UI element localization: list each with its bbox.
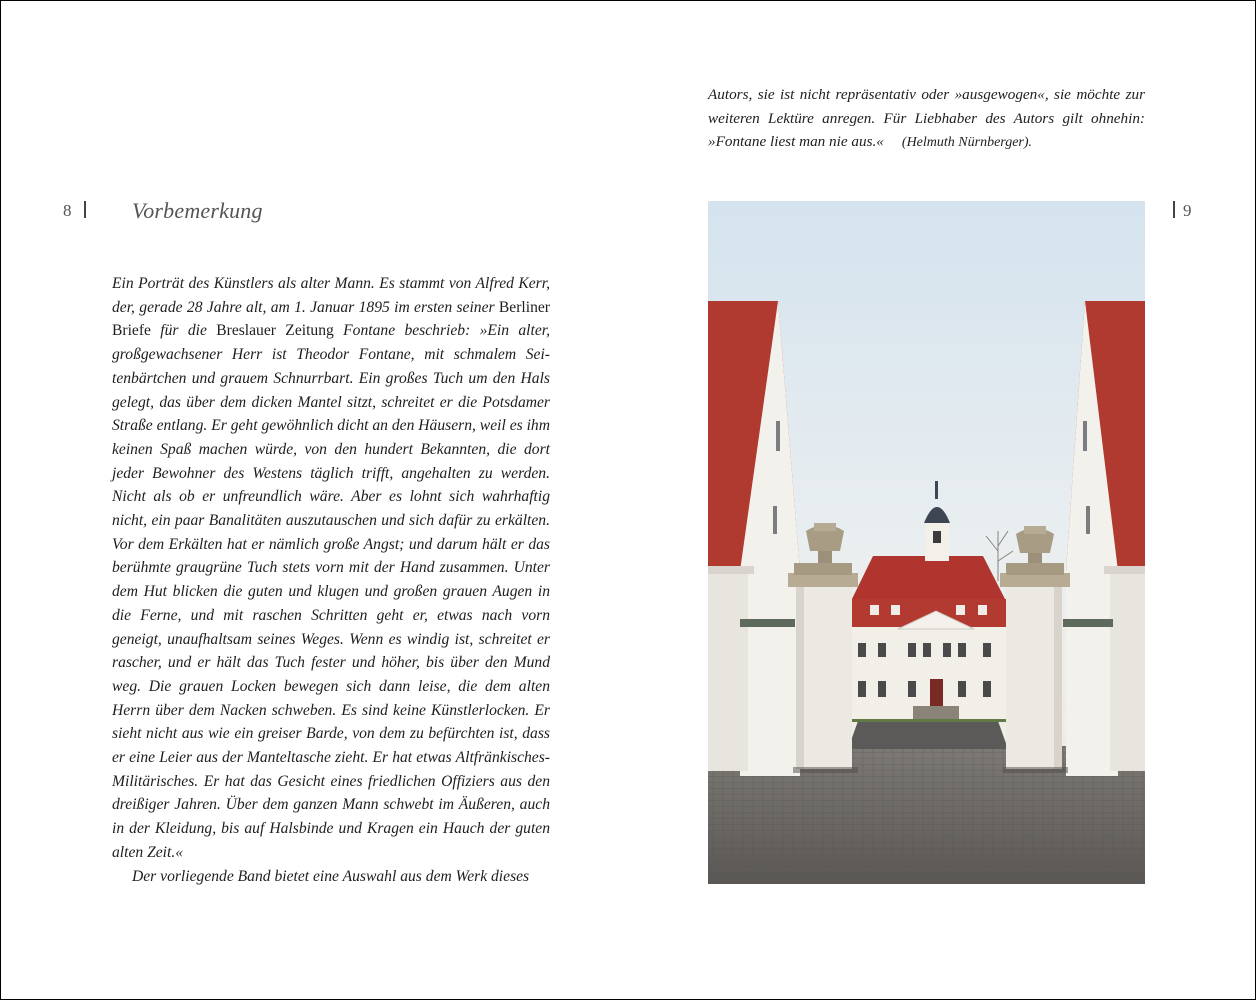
work-title-berliner-briefe: Berliner Briefe bbox=[112, 298, 550, 340]
continuation-quote: Autors, sie ist nicht repräsentativ oder »ausgewogen«, sie möchte zur weiteren Lektüre anregen. Für Liebhaber des Autors gilt ohnehin: »Fontane liest man nie aus.« bbox=[708, 86, 1145, 151]
paragraph-2: Der vorliegende Band bietet eine Auswahl aus dem Werk dieses bbox=[132, 867, 530, 885]
manor-house-photo bbox=[708, 201, 1145, 884]
paragraph-1 bbox=[112, 272, 550, 865]
page-number-right: 9 bbox=[1183, 201, 1192, 220]
manor-house-photo-icon bbox=[708, 201, 1145, 884]
work-title-breslauer-zeitung: Breslauer Zeitung bbox=[216, 322, 334, 340]
paragraph-1-part-2: für die bbox=[150, 322, 217, 340]
chapter-title: Vorbemerkung bbox=[132, 198, 263, 223]
body-text bbox=[112, 272, 550, 888]
page-number-divider-left bbox=[84, 201, 86, 218]
paragraph-1-part-1: Ein Porträt des Künstlers als alter Mann. Es stammt von Alfred Kerr, der, gerade 28 Jahre alt, am 1. Januar 1895 im ersten seiner bbox=[112, 275, 550, 316]
paragraph-1-part-3: Fontane beschrieb: »Ein alter, großgewachsener Herr ist Theodor Fontane, mit schmalem Seitenbärtchen und grauem Schnurrbart. Ein großes Tuch um den Hals gelegt, das über dem dicken Mantel sitzt, schreitet er die Potsdamer Straße entlang. Er geht gewöhnlich dicht an den Häusern, weil es ihm keinen Spaß machen würde, von den hundert Bekannten, die dort jeder Bewohner des Westens täglich trifft, angehalten zu werden. Nicht als ob er unfreundlich wäre. Aber es lohnt sich wahrhaftig nicht, ein paar Banalitäten auszutauschen und sich dafür zu erkälten. Vor dem Erkälten hat er nämlich große Angst; und darum hält er das berühmte graugrüne Tuch stets vorn mit der Hand zusammen. Unter dem Hut blicken die guten und klugen und großen grauen Augen in die Ferne, und mit raschen Schritten geht er, etwas nach vorn geneigt, unaufhaltsam seines Weges. Wenn es windig ist, schreitet er rascher, und er hält das Tuch fester und höher, bis über den Mund weg. Die grauen Locken bewegen sich dann leise, die dem alten Herrn über dem Nacken schweben. Es sind keine Künstlerlocken. Er sieht nicht aus wie ein greiser Barde, von dem zu befürchten ist, dass er eine Leier aus der Manteltasche zieht. Er hat etwas Altfränkisches-Militärisches. Er hat das Gesicht eines friedlichen Offiziers aus den dreißiger Jahren. Über dem ganzen Mann schwebt im Äußeren, auch in der Kleidung, bis auf Halsbinde und Kragen ein Hauch der guten alten Zeit.« bbox=[112, 322, 550, 861]
quote-attribution: (Helmuth Nürnberger). bbox=[901, 135, 1033, 151]
continuation-text bbox=[708, 83, 1145, 155]
page-number-left: 8 bbox=[63, 201, 72, 220]
page-number-divider-right bbox=[1173, 201, 1175, 218]
